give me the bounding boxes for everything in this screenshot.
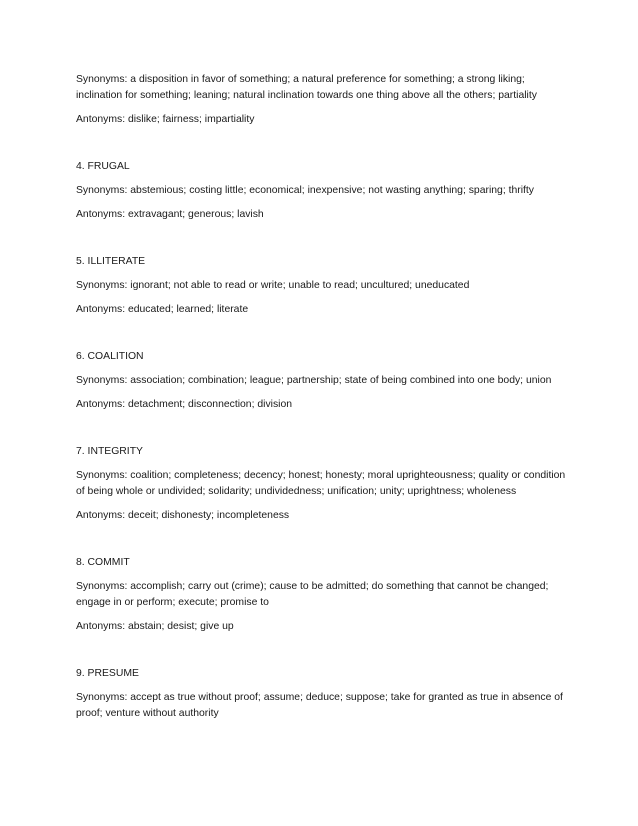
entry-heading: 4. FRUGAL — [76, 161, 130, 172]
entry-synonyms: Synonyms: coalition; completeness; decency; honest; honesty; moral uprighteousness; quality or condition of being whole or undivided; solidarity; undividedness; unification; unity; uprightness; wholeness — [76, 470, 566, 497]
entry-synonyms: Synonyms: accept as true without proof; assume; deduce; suppose; take for granted as true in absence of proof; venture without authority — [76, 692, 563, 719]
document-page — [76, 72, 566, 730]
entry-synonyms: Synonyms: ignorant; not able to read or write; unable to read; uncultured; uneducated — [76, 280, 470, 291]
entry-presume — [76, 666, 566, 722]
entry-antonyms: Antonyms: detachment; disconnection; division — [76, 399, 293, 410]
entry-antonyms: Antonyms: educated; learned; literate — [76, 304, 249, 315]
entry-heading: 5. ILLITERATE — [76, 256, 146, 267]
entry-illiterate — [76, 254, 566, 318]
entry-heading: 7. INTEGRITY — [76, 446, 143, 457]
entry-frugal — [76, 159, 566, 223]
entry-synonyms: Synonyms: accomplish; carry out (crime); cause to be admitted; do something that cannot be changed; engage in or perform; execute; promise to — [76, 581, 549, 608]
entry-antonyms: Antonyms: extravagant; generous; lavish — [76, 209, 264, 220]
entry-synonyms: Synonyms: association; combination; league; partnership; state of being combined into one body; union — [76, 375, 552, 386]
entry-integrity — [76, 444, 566, 524]
entry-heading: 8. COMMIT — [76, 557, 130, 568]
entry-commit — [76, 555, 566, 635]
entry-antonyms: Antonyms: deceit; dishonesty; incompleteness — [76, 510, 290, 521]
entry-coalition — [76, 349, 566, 413]
entry-heading: 9. PRESUME — [76, 668, 139, 679]
entry-antonyms: Antonyms: abstain; desist; give up — [76, 621, 234, 632]
entry-heading: 6. COALITION — [76, 351, 144, 362]
intro-antonyms: Antonyms: dislike; fairness; impartiality — [76, 114, 255, 125]
entry-synonyms: Synonyms: abstemious; costing little; economical; inexpensive; not wasting anything; sparing; thrifty — [76, 185, 534, 196]
intro-synonyms: Synonyms: a disposition in favor of something; a natural preference for something; a strong liking; inclination for something; leaning; natural inclination towards one thing above all the others; partiality — [76, 74, 537, 101]
